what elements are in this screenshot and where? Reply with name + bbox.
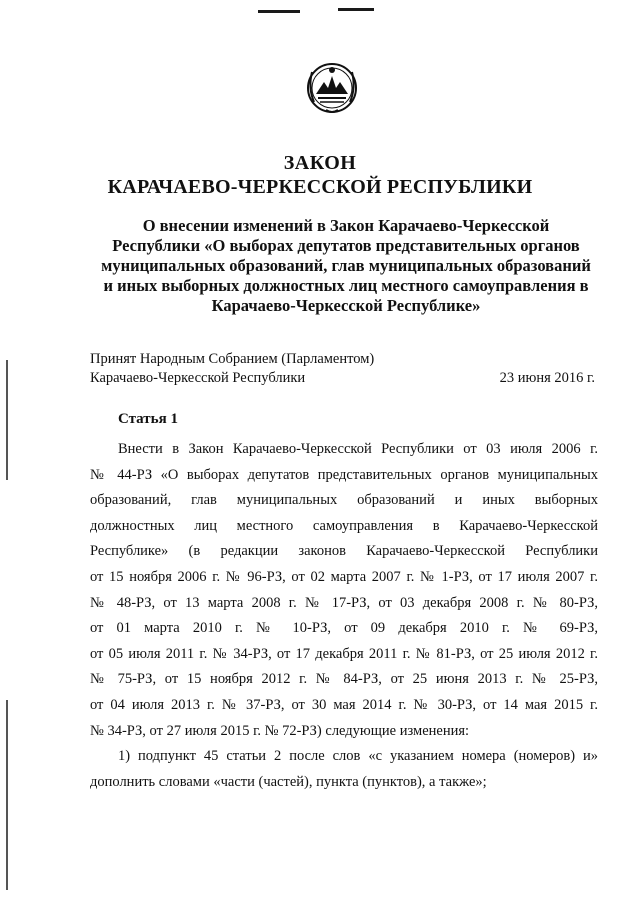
adoption-line-1: Принят Народным Собранием (Парламентом) <box>90 351 375 367</box>
body-line: от 04 июля 2013 г. № 37-РЗ, от 30 мая 2014 г. № 30-РЗ, от 14 мая 2015 г. <box>90 696 598 713</box>
body-line: № 48-РЗ, от 13 марта 2008 г. № 17-РЗ, от 03 декабря 2008 г. № 80-РЗ, <box>90 594 598 611</box>
body-line: от 05 июля 2011 г. № 34-РЗ, от 17 декабря 2011 г. № 81-РЗ, от 25 июля 2012 г. <box>90 645 598 662</box>
body-line: 1) подпункт 45 статьи 2 после слов «с указанием номера (номеров) и» <box>118 748 598 765</box>
law-title: ЗАКОН <box>283 152 357 174</box>
body-line: образований, глав муниципальных образований и иных выборных <box>90 492 598 509</box>
adoption-block <box>90 350 595 388</box>
body-line: от 01 марта 2010 г. № 10-РЗ, от 09 декабря 2010 г. № 69-РЗ, <box>90 620 598 637</box>
adoption-line-2: Карачаево-Черкесской Республики <box>90 370 306 386</box>
body-line: Внести в Закон Карачаево-Черкесской Республики от 03 июля 2006 г. <box>118 441 598 457</box>
scan-edge-mark <box>6 700 8 890</box>
adoption-date: 23 июня 2016 г. <box>499 370 595 386</box>
article-heading: Статья 1 <box>118 411 178 427</box>
body-line: № 34-РЗ, от 27 июля 2015 г. № 72-РЗ) следующие изменения: <box>90 722 470 739</box>
law-subtitle: О внесении изменений в Закон Карачаево-Черкесской Республики «О выборах депутатов представительных органов муниципальных образований, глав муниципальных образований и иных выборных должностных лиц местного самоуправления в Карачаево-Черкесской Республике» <box>101 216 591 315</box>
scan-mark-left <box>258 10 300 13</box>
body-line: от 15 ноября 2006 г. № 96-РЗ, от 02 марта 2007 г. № 1-РЗ, от 17 июля 2007 г. <box>90 568 598 585</box>
scan-edge-mark <box>6 360 8 480</box>
article-body <box>90 437 598 795</box>
body-line: № 44-РЗ «О выборах депутатов представительных органов муниципальных <box>90 466 598 483</box>
coat-of-arms-icon <box>304 58 360 118</box>
body-line: № 75-РЗ, от 15 ноября 2012 г. № 84-РЗ, от 25 июня 2013 г. № 25-РЗ, <box>90 671 598 688</box>
body-line: дополнить словами «части (частей), пункта (пунктов), а также»; <box>90 773 487 790</box>
body-line: Республике» (в редакции законов Карачаево-Черкесской Республики <box>90 543 598 560</box>
scan-mark-right <box>338 8 374 11</box>
law-republic-title: КАРАЧАЕВО-ЧЕРКЕССКОЙ РЕСПУБЛИКИ <box>107 176 533 198</box>
body-line: должностных лиц местного самоуправления в Карачаево-Черкесской <box>90 517 598 534</box>
adoption-row <box>90 369 595 388</box>
